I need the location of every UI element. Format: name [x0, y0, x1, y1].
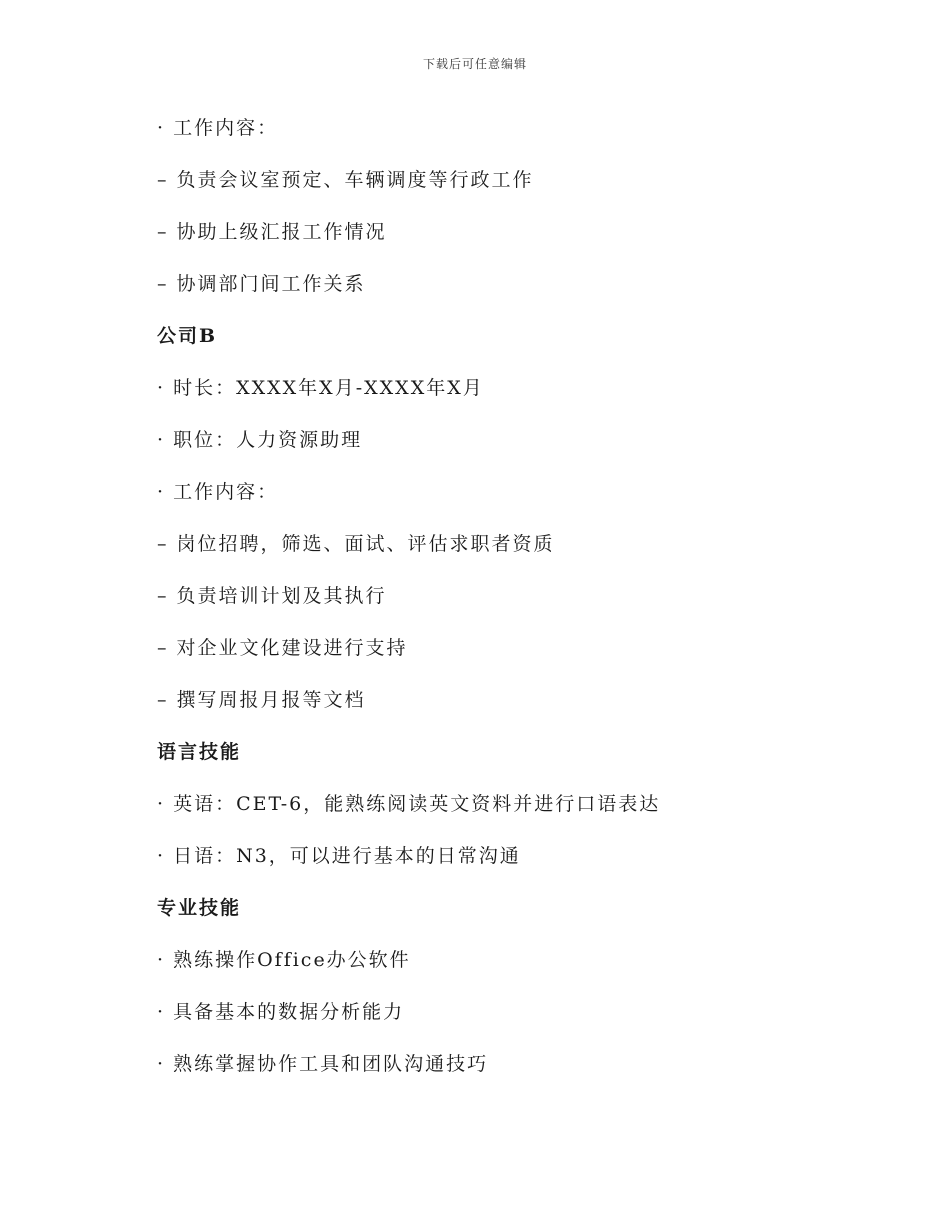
work-content-label: · 工作内容：: [157, 481, 279, 503]
japanese-skill-line: · 日语：N3，可以进行基本的日常沟通: [157, 845, 521, 867]
skill-item: · 具备基本的数据分析能力: [157, 1001, 405, 1023]
header-note: 下载后可任意编辑: [422, 57, 527, 71]
english-skill-line: · 英语：CET-6，能熟练阅读英文资料并进行口语表达: [157, 793, 661, 815]
work-content-label: · 工作内容：: [157, 117, 279, 139]
duty-item: – 负责培训计划及其执行: [157, 585, 387, 607]
duty-item: – 对企业文化建设进行支持: [157, 637, 408, 659]
language-skills-heading: 语言技能: [157, 741, 242, 763]
duty-item: – 岗位招聘，筛选、面试、评估求职者资质: [157, 533, 555, 555]
document-body: [157, 110, 857, 1098]
company-b-heading: 公司B: [157, 325, 218, 347]
professional-skills-heading: 专业技能: [157, 897, 242, 919]
duty-item: – 负责会议室预定、车辆调度等行政工作: [157, 169, 534, 191]
duty-item: – 撰写周报月报等文档: [157, 689, 366, 711]
skill-item: · 熟练掌握协作工具和团队沟通技巧: [157, 1053, 489, 1075]
duty-item: – 协调部门间工作关系: [157, 273, 366, 295]
duty-item: – 协助上级汇报工作情况: [157, 221, 387, 243]
duration-line: · 时长：XXXX年X月-XXXX年X月: [157, 377, 484, 399]
position-line: · 职位：人力资源助理: [157, 429, 363, 451]
skill-item: · 熟练操作Office办公软件: [157, 949, 411, 971]
